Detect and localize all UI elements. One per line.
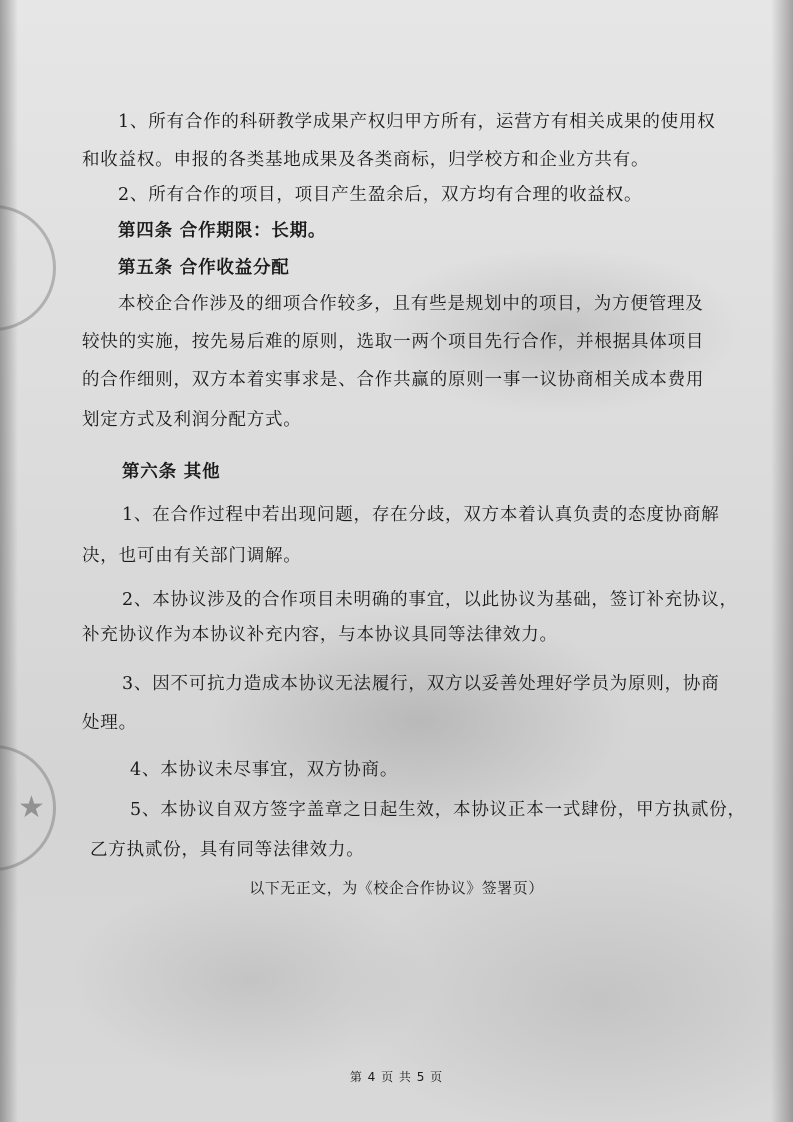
article-6-item-3-line-1: 3、因不可抗力造成本协议无法履行，双方以妥善处理好学员为原则，协商 (122, 674, 720, 694)
article-5-line-4: 划定方式及利润分配方式。 (82, 410, 302, 430)
article-6-title: 第六条 其他 (122, 462, 221, 482)
page-number: 第 4 页 共 5 页 (349, 1070, 444, 1084)
article-6-item-1-line-2: 决，也可由有关部门调解。 (82, 546, 302, 566)
article-6-item-4: 4、本协议未尽事宜，双方协商。 (130, 760, 399, 780)
seal-stamp-top (0, 205, 56, 331)
article-6-item-5-line-2: 乙方执贰份，具有同等法律效力。 (90, 840, 365, 860)
article-6-item-5-line-1: 5、本协议自双方签字盖章之日起生效，本协议正本一式肆份，甲方执贰份， (130, 800, 746, 820)
article-4: 第四条 合作期限：长期。 (118, 221, 327, 241)
article-5-line-1: 本校企合作涉及的细项合作较多，且有些是规划中的项目，为方便管理及 (118, 294, 704, 314)
article-6-item-2-line-1: 2、本协议涉及的合作项目未明确的事宜，以此协议为基础，签订补充协议， (122, 590, 738, 610)
article-5-line-2: 较快的实施，按先易后难的原则，选取一两个项目先行合作，并根据具体项目 (82, 332, 705, 352)
end-of-text-note: 以下无正文，为《校企合作协议》签署页） (249, 879, 544, 897)
clause-2-line-1: 2、所有合作的项目，项目产生盈余后，双方均有合理的收益权。 (118, 185, 643, 205)
article-5-title: 第五条 合作收益分配 (118, 258, 290, 278)
clause-1-line-2: 和收益权。申报的各类基地成果及各类商标，归学校方和企业方共有。 (82, 150, 650, 170)
seal-star-icon: ★ (18, 790, 45, 825)
article-6-item-1-line-1: 1、在合作过程中若出现问题，存在分歧，双方本着认真负责的态度协商解 (122, 505, 720, 525)
article-6-item-3-line-2: 处理。 (82, 713, 137, 733)
article-5-line-3: 的合作细则，双方本着实事求是、合作共赢的原则一事一议协商相关成本费用 (82, 370, 705, 390)
clause-1-line-1: 1、所有合作的科研教学成果产权归甲方所有，运营方有相关成果的使用权 (118, 112, 716, 132)
article-6-item-2-line-2: 补充协议作为本协议补充内容，与本协议具同等法律效力。 (82, 625, 558, 645)
